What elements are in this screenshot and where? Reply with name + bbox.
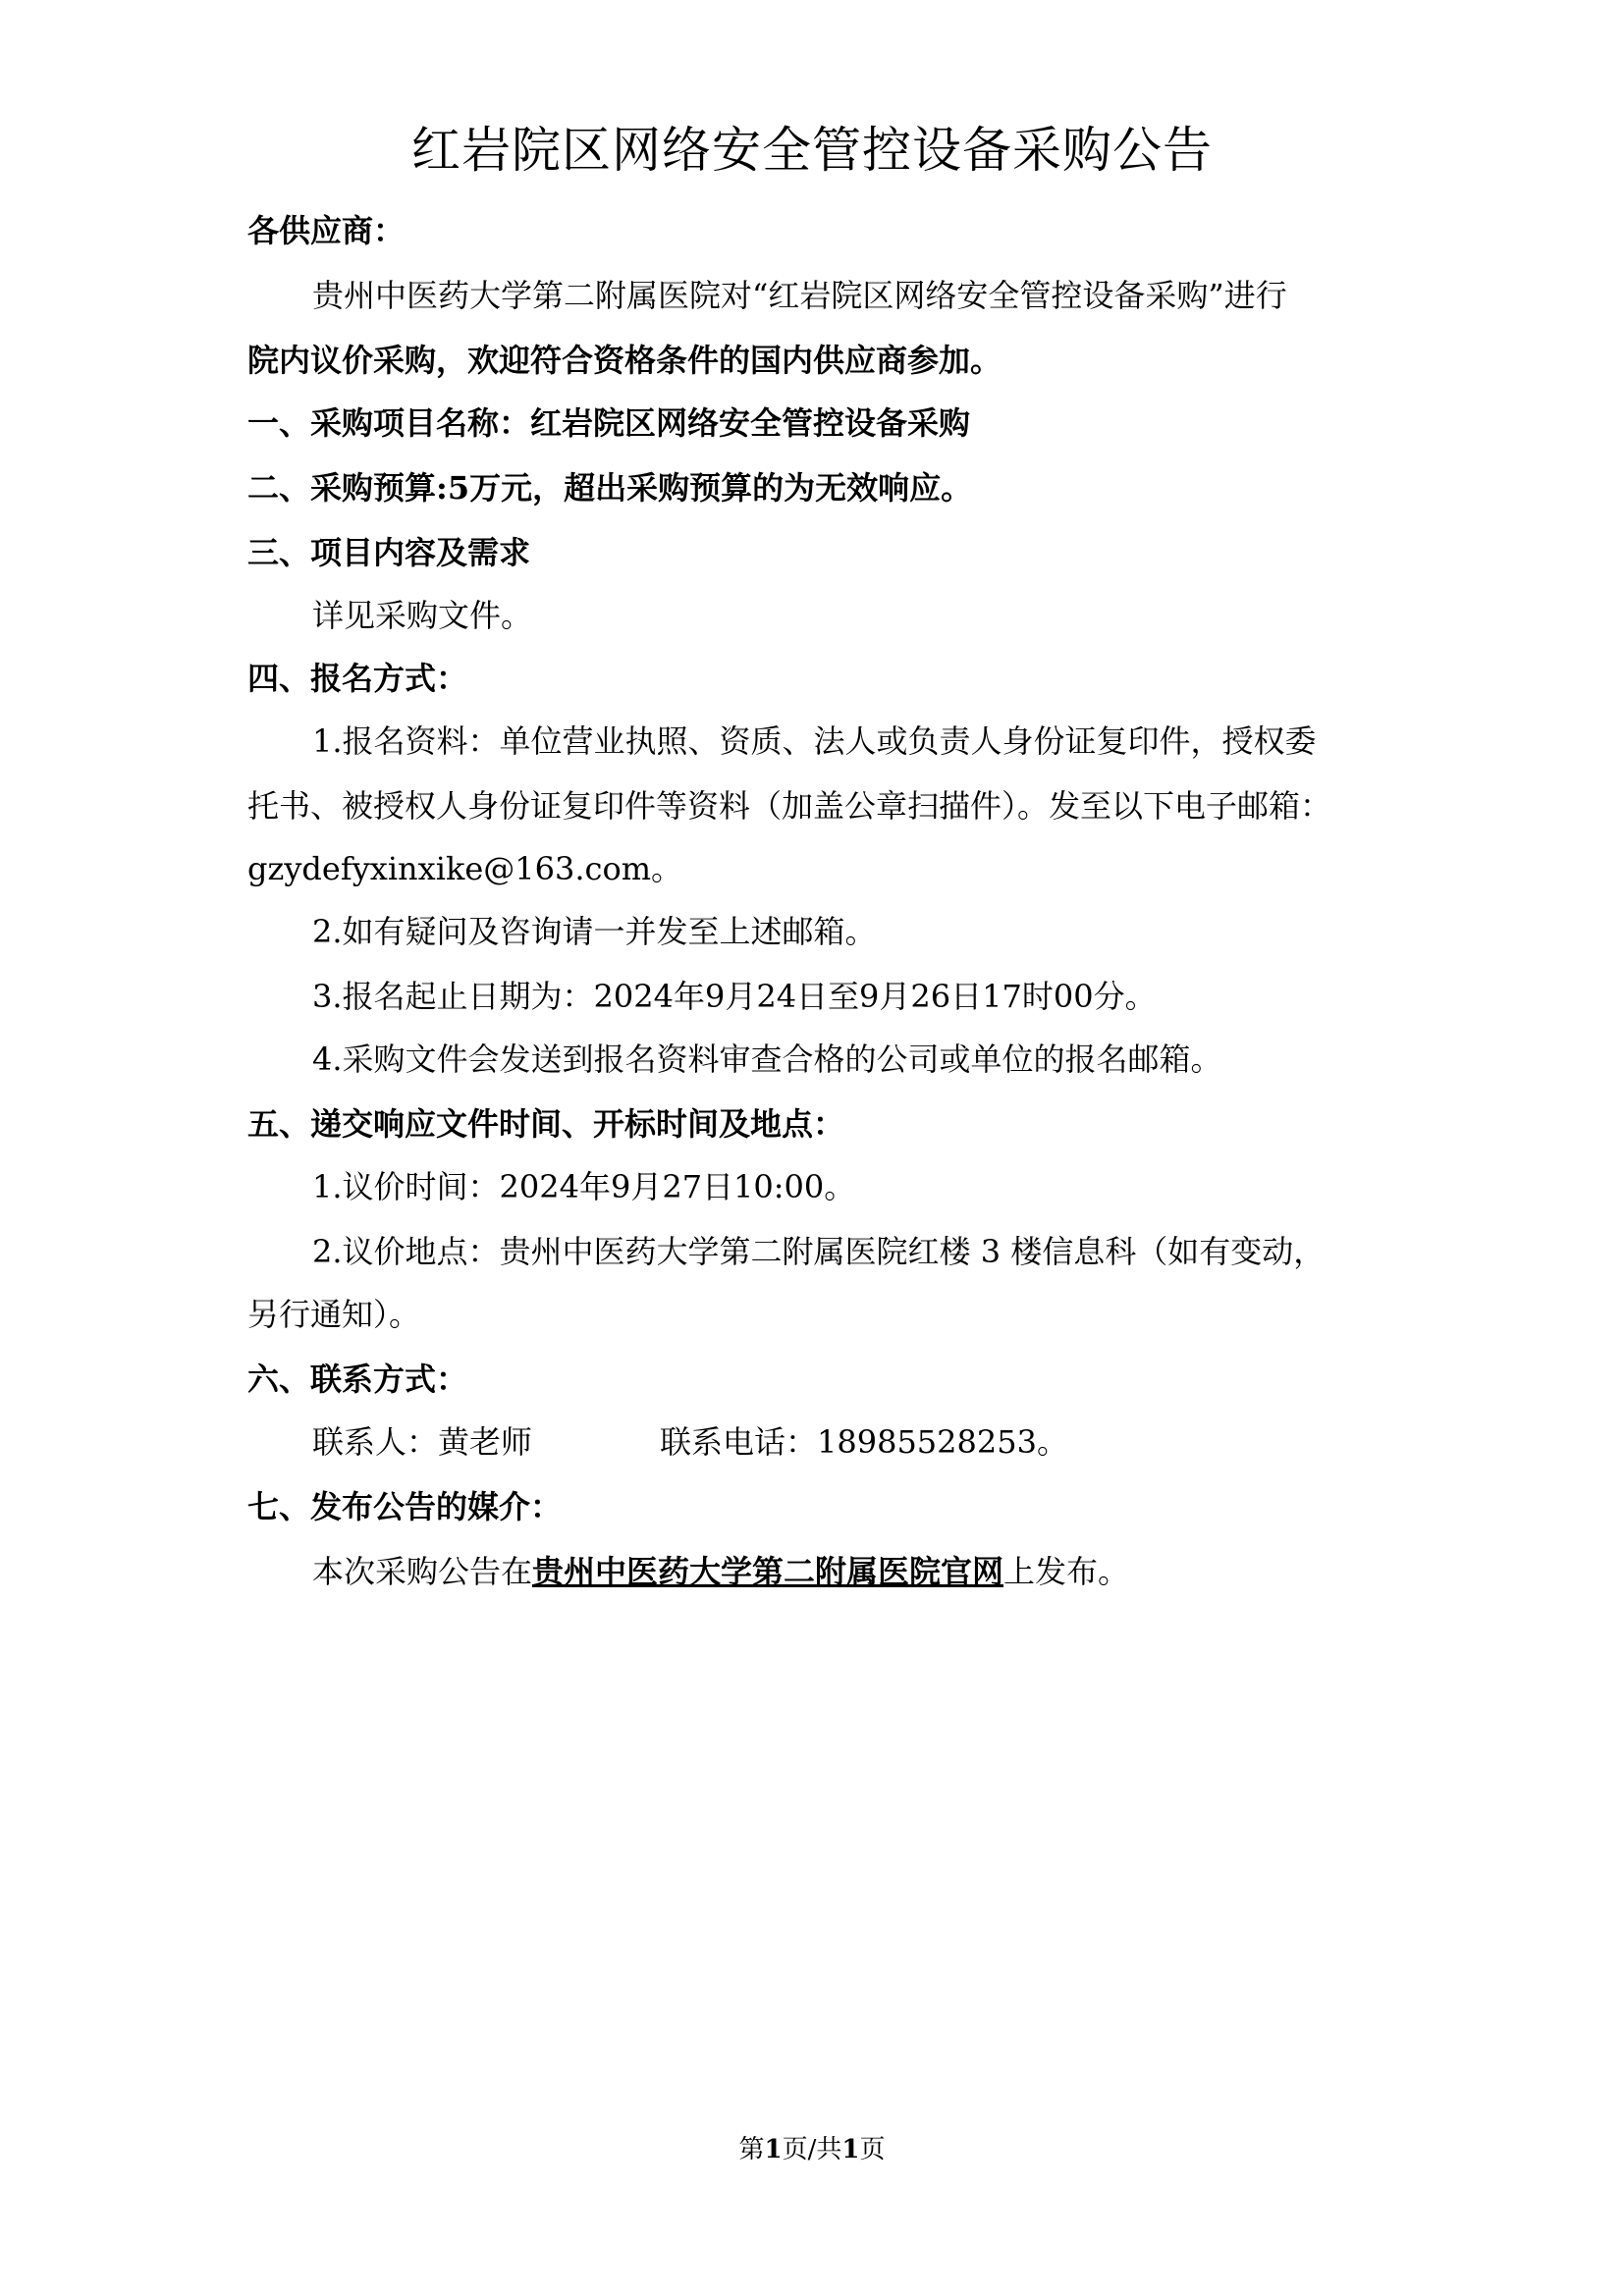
- footer-label-3: 页: [859, 2135, 886, 2164]
- section-4-heading: 四、报名方式：: [247, 660, 468, 697]
- section-4-item-1-line-2: 托书、被授权人身份证复印件等资料（加盖公章扫描件）。发至以下电子邮箱：: [247, 787, 1332, 825]
- page-footer: [0, 2130, 1624, 2169]
- section-3-body: 详见采购文件。: [312, 597, 533, 634]
- intro-line-1: 贵州中医药大学第二附属医院对“红岩院区网络安全管控设备采购”进行: [312, 277, 1287, 314]
- hospital-website-link[interactable]: 贵州中医药大学第二附属医院官网: [532, 1553, 1004, 1590]
- section-7-suffix: 上发布。: [1003, 1553, 1130, 1590]
- section-5-heading: 五、递交响应文件时间、开标时间及地点：: [247, 1105, 845, 1143]
- section-4-email: gzydefyxinxike@163.com。: [247, 850, 683, 887]
- contact-person: 联系人：黄老师: [312, 1423, 533, 1461]
- section-4-item-2: 2.如有疑问及咨询请一并发至上述邮箱。: [312, 913, 877, 950]
- intro-line-2: 院内议价采购，欢迎符合资格条件的国内供应商参加。: [247, 342, 1002, 379]
- contact-phone: 联系电话：18985528253。: [660, 1423, 1068, 1461]
- page-title: 红岩院区网络安全管控设备采购公告: [411, 122, 1213, 179]
- section-6-heading: 六、联系方式：: [247, 1361, 468, 1398]
- section-5-item-2-line-2: 另行通知）。: [247, 1296, 421, 1333]
- section-4-item-4: 4.采购文件会发送到报名资料审查合格的公司或单位的报名邮箱。: [312, 1041, 1222, 1078]
- section-2-heading: 二、采购预算:5万元，超出采购预算的为无效响应。: [247, 469, 973, 507]
- section-4-item-1-line-1: 1.报名资料：单位营业执照、资质、法人或负责人身份证复印件，授权委: [312, 722, 1317, 760]
- footer-label-2: 页/共: [782, 2135, 842, 2164]
- section-4-item-3: 3.报名起止日期为：2024年9月24日至9月26日17时00分。: [312, 978, 1157, 1015]
- section-7-prefix: 本次采购公告在: [312, 1553, 533, 1590]
- footer-page-number: 1: [764, 2135, 783, 2164]
- footer-label-1: 第: [738, 2135, 765, 2164]
- section-5-item-2-line-1: 2.议价地点：贵州中医药大学第二附属医院红楼 3 楼信息科（如有变动，: [312, 1233, 1326, 1270]
- section-3-heading: 三、项目内容及需求: [247, 534, 531, 571]
- footer-total-pages: 1: [841, 2135, 860, 2164]
- salutation: 各供应商：: [247, 212, 406, 249]
- section-5-item-1: 1.议价时间：2024年9月27日10:00。: [312, 1168, 856, 1205]
- section-7-heading: 七、发布公告的媒介：: [247, 1488, 563, 1525]
- section-1-heading: 一、采购项目名称：红岩院区网络安全管控设备采购: [247, 404, 971, 442]
- section-7-body: [312, 1549, 1129, 1594]
